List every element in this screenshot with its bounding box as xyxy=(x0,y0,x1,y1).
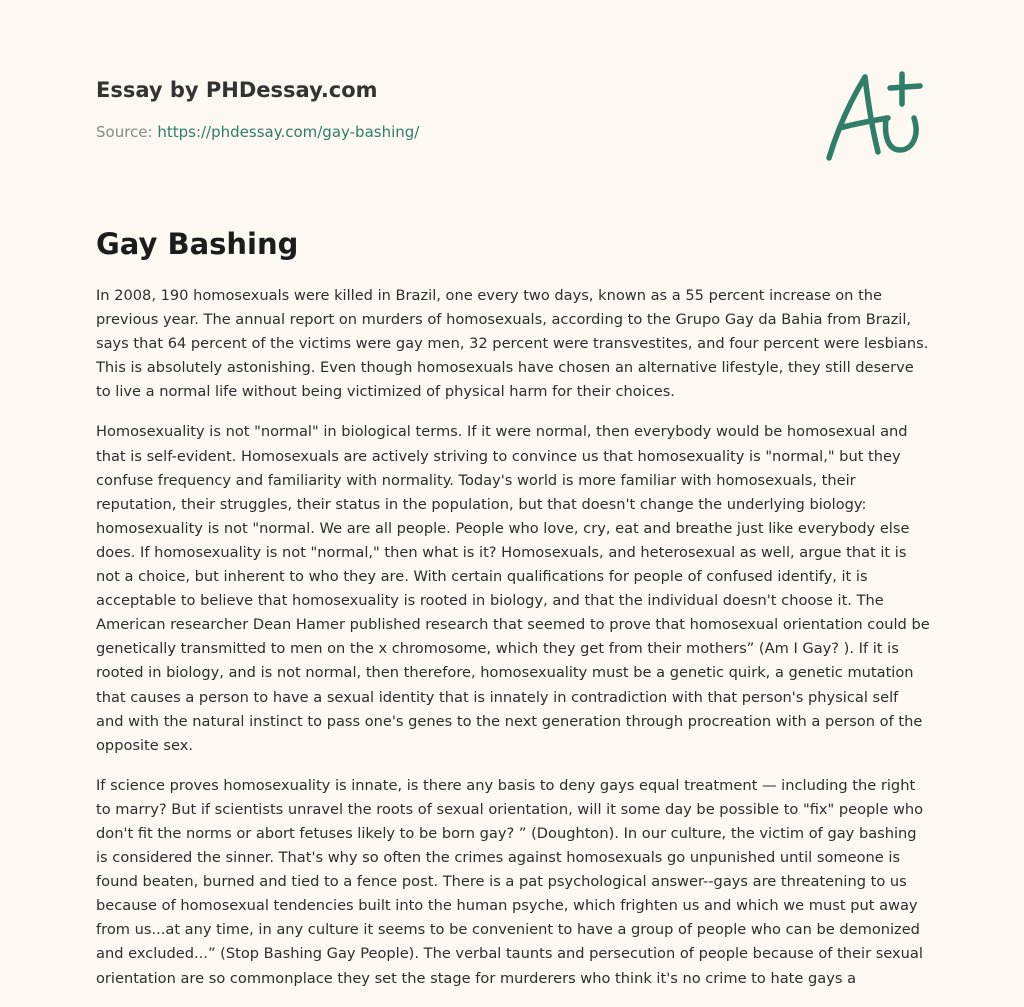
essay-paragraph: Homosexuality is not "normal" in biological terms. If it were normal, then everybody would be homosexual and that is self-evident. Homosexuals are actively striving to convince us that homosexuality is "normal," but they confuse frequency and familiarity with normality. Today's world is more familiar with homosexuals, their reputation, their struggles, their status in the population, but that doesn't change the underlying biology: homosexuality is not "normal. We are all people. People who love, cry, eat and breathe just like everybody else does. If homosexuality is not "normal," then what is it? Homosexuals, and heterosexual as well, argue that it is not a choice, but inherent to who they are. With certain qualifications for people of confused identify, it is acceptable to believe that homosexuality is rooted in biology, and that the individual doesn't choose it. The American researcher Dean Hamer published research that seemed to prove that homosexual orientation could be genetically transmitted to men on the x chromosome, which they get from their mothers” (Am I Gay? ). If it is rooted in biology, and is not normal, then therefore, homosexuality must be a genetic quirk, a genetic mutation that causes a person to have a sexual identity that is innately in contradiction with that person's physical self and with the natural instinct to pass one's genes to the next generation through procreation with a person of the opposite sex. xyxy=(96,423,930,754)
essay-paragraph: In 2008, 190 homosexuals were killed in Brazil, one every two days, known as a 55 percent increase on the previous year. The annual report on murders of homosexuals, according to the Grupo Gay da Bahia from Brazil, says that 64 percent of the victims were gay men, 32 percent were transvestites, and four percent were lesbians. This is absolutely astonishing. Even though homosexuals have chosen an alternative lifestyle, they still deserve to live a normal life without being victimized of physical harm for their choices. xyxy=(96,287,929,401)
essay-paragraph: If science proves homosexuality is innate, is there any basis to deny gays equal treatment — including the right to marry? But if scientists unravel the roots of sexual orientation, will it some day be possible to "fix" people who don't fit the norms or abort fetuses likely to be born gay? ” (Doughton). In our culture, the victim of gay bashing is considered the sinner. That's why so often the crimes against homosexuals go unpunished until someone is found beaten, burned and tied to a fence post. There is a pat psychological answer--gays are threatening to us because of homosexual tendencies built into the human psyche, which frighten us and which we must put away from us...at any time, in any culture it seems to be convenient to have a group of people who can be demonized and excluded...” (Stop Bashing Gay People). The verbal taunts and persecution of people because of their sexual orientation are so commonplace they set the stage for murderers who think it's no crime to hate gays a xyxy=(96,776,924,987)
essay-title: Gay Bashing xyxy=(96,227,299,261)
site-header xyxy=(96,76,696,142)
a-plus-logo-icon xyxy=(818,66,930,166)
source-label: Source: xyxy=(96,123,158,141)
site-title: Essay by PHDessay.com xyxy=(96,78,378,102)
essay-body xyxy=(96,284,930,1007)
source-line xyxy=(96,122,696,142)
source-link[interactable]: https://phdessay.com/gay-bashing/ xyxy=(157,123,420,141)
